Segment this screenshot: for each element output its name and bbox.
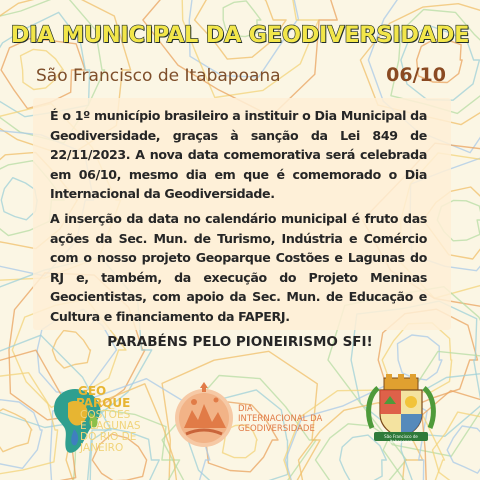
paragraph-1: É o 1º município brasileiro a instituir o Dia Municipal da Geodiversidade, graças à sanção da Lei 849 de 22/11/2023. A nova data comemorativa será celebrada em 06/10, mesmo dia em que é comemorado o Dia Internacional da Geodiversidade. [50,108,427,201]
contour-line [0,373,58,475]
geodiversity-circle-icon [172,380,238,450]
geoparque-line-4: JANEIRO [80,442,124,454]
geoparque-line-1: COSTÕES [80,409,131,421]
geoparque-word-geo: GEO [78,384,107,398]
sfi-coat-of-arms [366,374,436,449]
sfi-ribbon-label: São Francisco de Itabapoana [384,434,418,444]
page-title: DIA MUNICIPAL DA GEODIVERSIDADE [10,22,470,48]
dia-internacional-logo [172,380,322,450]
event-date: 06/10 [386,64,446,86]
dia-logo-line-1: DIA [238,404,253,414]
dia-logo-line-2: INTERNACIONAL DA [238,414,323,424]
contour-line [1,178,37,220]
geoparque-line-2: E LAGUNAS [80,420,141,432]
contour-line [0,409,32,452]
geoparque-line-3: DO RIO DE [80,431,137,443]
contour-line [447,426,480,473]
location-subtitle: São Francisco de Itabapoana [36,66,281,86]
dia-logo-line-3: GEODIVERSIDADE [238,424,315,434]
geoparque-word-parque: PARQUE [76,396,131,410]
geoparque-logo [50,383,160,463]
closing-message: PARABÉNS PELO PIONEIRISMO SFI! [107,334,373,350]
paragraph-2: A inserção da data no calendário municipal é fruto das ações da Sec. Mun. de Turismo, Indústria e Comércio com o nosso projeto Geoparque Costões e Lagunas do RJ e, também, da execução do Projeto Meninas Geocientistas, com apoio da Sec. Mun. de Educação e Cultura e financiamento da FAPERJ. [50,211,427,324]
